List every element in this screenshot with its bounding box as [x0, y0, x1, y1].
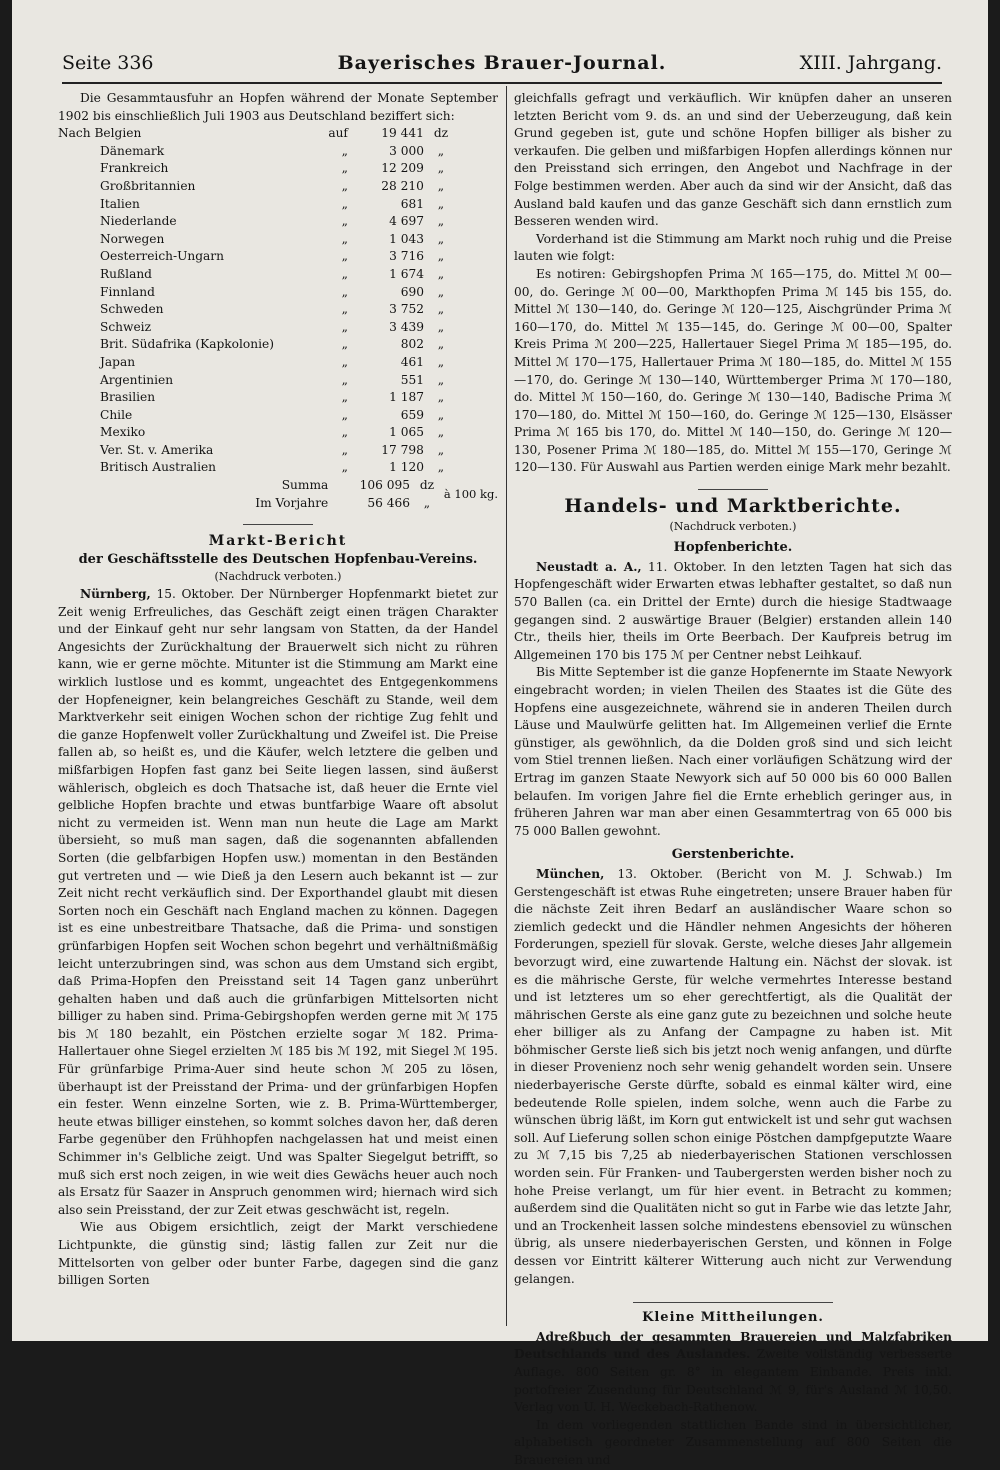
export-row	[58, 178, 458, 196]
export-row	[58, 248, 458, 266]
export-row	[58, 213, 458, 231]
journal-title: Bayerisches Brauer-Journal.	[337, 52, 667, 74]
export-marker: „	[341, 372, 348, 387]
export-marker: „	[341, 337, 348, 352]
export-unit: dz	[433, 126, 449, 141]
market-paragraph-1	[58, 586, 498, 1219]
export-country: Schweiz	[100, 319, 151, 334]
export-value: 3 716	[389, 249, 424, 264]
export-country: Japan	[100, 354, 136, 369]
export-row	[58, 336, 458, 354]
trade-section-note: (Nachdruck verboten.)	[669, 519, 797, 533]
export-marker: „	[341, 161, 348, 176]
export-country: Oesterreich-Ungarn	[100, 249, 224, 264]
export-country: Italien	[100, 196, 140, 211]
export-value: 802	[400, 337, 424, 352]
export-value: 3 000	[389, 143, 424, 158]
export-row	[58, 231, 458, 249]
export-row	[58, 424, 458, 442]
export-unit: „	[437, 214, 445, 229]
export-row	[58, 266, 458, 284]
export-country: Frankreich	[100, 161, 169, 176]
export-unit: „	[437, 302, 445, 317]
export-unit: „	[437, 407, 445, 422]
export-marker: „	[341, 284, 348, 299]
export-row	[58, 125, 458, 143]
barley-paragraph	[514, 866, 952, 1288]
export-country: Großbritannien	[100, 178, 196, 193]
export-value: 1 120	[389, 460, 424, 475]
export-marker: auf	[328, 126, 348, 141]
market-paragraph-2: Wie aus Obigem ersichtlich, zeigt der Markt verschiedene Lichtpunkte, die günstig sind; lästig fallen zur Zeit nur die Mittelsorten von gelber oder bunter Farbe, dagegen sind die ganz billigen Sorten	[58, 1220, 498, 1288]
export-row	[58, 372, 458, 390]
export-unit: „	[437, 266, 445, 281]
export-country: Niederlande	[100, 214, 177, 229]
right-paragraph-1: gleichfalls gefragt und verkäuflich. Wir knüpfen daher an unseren letzten Bericht vom 9. ds. an und sind der Ueberzeugung, daß kein Grund gegeben ist, gute und schöne Hopfen billiger als bisher zu verkaufen. Die gelben und mißfarbigen Hopfen allerdings können nur den Preisstand sich erringen, den Angebot und Nachfrage in der Folge bestimmen werden. Aber auch da sind wir der Ansicht, daß das Ausland bald kaufen und das ganze Geschäft sich dann ernstlich zum Besseren wenden wird.	[514, 91, 952, 229]
export-value: 461	[400, 354, 424, 369]
export-row	[58, 442, 458, 460]
export-row	[58, 143, 458, 161]
column-divider	[506, 86, 507, 1326]
export-marker: „	[341, 196, 348, 211]
export-unit: „	[437, 143, 445, 158]
export-value: 681	[400, 196, 424, 211]
market-report-note: (Nachdruck verboten.)	[214, 570, 342, 584]
export-unit: „	[437, 460, 445, 475]
vorjahr-value: 56 466	[367, 495, 411, 510]
export-country: Brasilien	[100, 390, 156, 405]
export-country: Finnland	[100, 284, 155, 299]
notes-paragraph-1	[514, 1329, 952, 1417]
export-country: Ver. St. v. Amerika	[100, 442, 214, 457]
export-country: Norwegen	[100, 231, 165, 246]
export-value: 4 697	[389, 214, 424, 229]
export-value: 1 187	[389, 390, 424, 405]
per-unit: à 100 kg.	[443, 486, 498, 501]
export-marker: „	[341, 425, 348, 440]
export-unit: „	[437, 390, 445, 405]
barley-text: 13. Oktober. (Bericht von M. J. Schwab.) Im Gerstengeschäft ist etwas Ruhe eingetreten; unsere Brauer haben für die nächste Zeit ihren Bedarf an ausländischer Waare schon so ziemlich gedeckt und die Händler nehmen Angesichts der höheren Forderungen, speziell für slovak. Gerste, welche dieses Jahr allgemein bevorzugt wird, eine zuwartende Haltung ein. Nächst der slovak. ist es die mährische Gerste, für welche vermehrtes Interesse bestand und ist letzteres um so eher gerechtfertigt, als die Qualität der mährischen Gerste als eine ganz gute zu bezeichnen und solche heute eher billiger als zu Anfang der Campagne zu haben ist. Mit böhmischer Gerste ließ sich bis jetzt noch wenig anfangen, und dürfte in dieser Provenienz noch sehr wenig gehandelt worden sein. Unsere niederbayerische Gerste dürfte, sobald es einmal kälter wird, eine bedeutende Rolle spielen, indem solche, wenn auch die Farbe zu wünschen übrig läßt, im Korn gut entwickelt ist und sehr gut wachsen soll. Auf Lieferung sollen schon einige Pöstchen dampfgeputzte Waare zu ℳ 7,15 bis 7,25 ab niederbayerischen Stationen verschlossen worden sein. Für Franken- und Taubergersten werden bisher noch zu hohe Preise verlangt, um für hier event. in Betracht zu kommen; außerdem sind die Qualitäten nicht so gut in Farbe wie das letzte Jahr, und an Trockenheit lassen solche mindestens ebensoviel zu wünschen übrig, als unsere niederbayerischen Gersten, und können in Folge dessen vor Eintritt kälterer Witterung auch nicht zur Verwendung gelangen.	[514, 866, 952, 1286]
export-value: 3 439	[389, 319, 424, 334]
export-value: 1 065	[389, 425, 424, 440]
export-marker: „	[341, 266, 348, 281]
summa-unit: dz	[419, 478, 435, 493]
export-country: Britisch Australien	[100, 460, 217, 475]
export-country: Brit. Südafrika (Kapkolonie)	[100, 337, 274, 352]
export-unit: „	[437, 442, 445, 457]
market-dateline: Nürnberg,	[80, 587, 151, 602]
export-marker: „	[341, 390, 348, 405]
export-sum-table	[58, 477, 498, 512]
summa-row	[58, 477, 498, 495]
short-notes-heading: Kleine Mittheilungen.	[642, 1310, 824, 1326]
export-table	[58, 125, 458, 477]
vorjahr-label: Im Vorjahre	[255, 495, 329, 510]
export-marker: „	[341, 143, 348, 158]
export-row	[58, 407, 458, 425]
export-value: 659	[400, 407, 424, 422]
newspaper-page	[12, 0, 988, 1467]
export-row	[58, 160, 458, 178]
export-value: 19 441	[381, 126, 424, 141]
hop-reports-heading: Hopfenberichte.	[673, 540, 793, 556]
notes-paragraph-2: In dem vorliegenden stattlichen Bande sind in übersichtlicher, alphabetisch geordneter Zusammenstellung auf 800 Seiten die Brauereien und	[514, 1417, 952, 1467]
export-marker: „	[341, 460, 348, 475]
export-value: 1 043	[389, 231, 424, 246]
export-unit: „	[437, 354, 445, 369]
export-country: Nach Belgien	[58, 126, 142, 141]
export-country: Rußland	[100, 266, 152, 281]
export-row	[58, 196, 458, 214]
running-header	[62, 52, 942, 80]
export-unit: „	[437, 372, 445, 387]
export-value: 551	[400, 372, 424, 387]
notes-book-title: Adreßbuch der gesammten Brauereien und Malzfabriken Deutschlands und des Auslandes.	[514, 1329, 952, 1362]
export-unit: „	[437, 425, 445, 440]
export-value: 12 209	[381, 161, 424, 176]
export-value: 3 752	[389, 302, 424, 317]
hop-paragraph-1	[514, 559, 952, 665]
export-row	[58, 301, 458, 319]
export-marker: „	[341, 407, 348, 422]
export-marker: „	[341, 214, 348, 229]
export-marker: „	[341, 319, 348, 334]
hop-text-1: 11. Oktober. In den letzten Tagen hat sich das Hopfengeschäft wider Erwarten etwas lebhafter gestaltet, so daß nun 570 Ballen (ca. ein Drittel der Ernte) durch die hiesige Stadtwaage gegangen sind. 2 auswärtige Brauer (Belgier) erstanden allein 140 Ctr., theils hier, theils im Orte Beerbach. Der Kaufpreis betrug im Allgemeinen 170 bis 175 ℳ per Centner nebst Leihkauf.	[514, 559, 952, 662]
vorjahr-unit: „	[423, 495, 431, 510]
header-rule	[62, 82, 942, 84]
barley-reports-heading: Gerstenberichte.	[671, 847, 795, 863]
export-value: 690	[400, 284, 424, 299]
export-country: Argentinien	[100, 372, 174, 387]
export-row	[58, 319, 458, 337]
export-marker: „	[341, 178, 348, 193]
notes-text-1: Zweite vollständig verbesserte Auflage. 800 Seiten gr. 8° in elegantem Einbande. Preis inkl. portofreier Zusendung für Deutschland ℳ 9, für's Ausland ℳ 10,50. Verlag von U. H. Weckebach-Rathenow.	[514, 1347, 952, 1415]
section-rule-2	[698, 489, 768, 490]
price-quotes: Es notiren: Gebirgshopfen Prima ℳ 165—175, do. Mittel ℳ 00—00, do. Geringe ℳ 00—00, Markthopfen Prima ℳ 145 bis 155, do. Mittel ℳ 130—140, do. Geringe ℳ 120—125, Aischgründer Prima ℳ 160—170, do. Mittel ℳ 135—145, do. Geringe ℳ 00—00, Spalter Kreis Prima ℳ 200—225, Hallertauer Siegel Prima ℳ 185—195, do. Mittel ℳ 170—175, Hallertauer Prima ℳ 180—185, do. Mittel ℳ 155—170, do. Geringe ℳ 130—140, Württemberger Prima ℳ 170—180, do. Mittel ℳ 150—160, do. Geringe ℳ 130—140, Badische Prima ℳ 170—180, do. Mittel ℳ 150—160, do. Geringe ℳ 125—130, Elsässer Prima ℳ 165 bis 170, do. Mittel ℳ 140—150, do. Geringe ℳ 120—130, Posener Prima ℳ 180—185, do. Mittel ℳ 155—170, Geringe ℳ 120—130. Für Auswahl aus Partien werden einige Mark mehr bezahlt.	[514, 266, 952, 475]
export-country: Chile	[100, 407, 133, 422]
volume-label: XIII. Jahrgang.	[799, 52, 942, 74]
section-rule	[243, 524, 313, 525]
export-row	[58, 354, 458, 372]
export-unit: „	[437, 337, 445, 352]
export-unit: „	[437, 178, 445, 193]
barley-dateline: München,	[536, 866, 605, 881]
export-row	[58, 459, 458, 477]
export-value: 28 210	[381, 178, 424, 193]
market-report-subtitle: der Geschäftsstelle des Deutschen Hopfenbau-Vereins.	[78, 551, 478, 567]
export-unit: „	[437, 161, 445, 176]
right-paragraph-2: Vorderhand ist die Stimmung am Markt noch ruhig und die Preise lauten wie folgt:	[514, 231, 952, 264]
export-country: Mexiko	[100, 425, 146, 440]
export-unit: „	[437, 249, 445, 264]
summa-value: 106 095	[359, 478, 411, 493]
export-marker: „	[341, 231, 348, 246]
export-row	[58, 284, 458, 302]
export-row	[58, 389, 458, 407]
export-marker: „	[341, 354, 348, 369]
left-column	[58, 90, 498, 1290]
export-unit: „	[437, 284, 445, 299]
export-country: Dänemark	[100, 143, 165, 158]
right-column	[514, 90, 952, 1470]
export-marker: „	[341, 442, 348, 457]
export-unit: „	[437, 196, 445, 211]
export-marker: „	[341, 302, 348, 317]
market-text-1: 15. Oktober. Der Nürnberger Hopfenmarkt bietet zur Zeit wenig Erfreuliches, das Geschäft zeigt einen trägen Charakter und der Einkauf geht nur sehr langsam von Statten, da der Handel Angesichts der Zurückhaltung der Brauerwelt sich nicht zu rühren kann, wie er gerne möchte. Mitunter ist die Stimmung am Markt eine wirklich lustlose und es kommt, ungeachtet des Entgegenkommens der Hopfeneigner, kein belangreiches Geschäft zu Stande, weil dem Marktverkehr seit einigen Wochen schon der richtige Zug fehlt und die ganze Hopfenwelt voller Zurückhaltung und Zweifel ist. Die Preise fallen ab, so heißt es, und die Käufer, welch letztere die gelben und mißfarbigen Hopfen fast ganz bei Seite liegen lassen, sind äußerst wählerisch, obgleich es doch Thatsache ist, daß heuer die Ernte viel gelbliche Hopfen brachte und etwas buntfarbige Waare oft absolut nicht zu vermeiden ist. Wenn man nun heute die Lage am Markt übersieht, so muß man sagen, daß die sogenannten abfallenden Sorten (die gelbfarbigen Hopfen usw.) momentan in den Beständen gut vertreten und — wie Dieß ja den Lesern auch bekannt ist — zur Zeit nicht recht verkäuflich sind. Der Exporthandel glaubt mit diesen Sorten noch ein Geschäft nach England machen zu können. Dagegen ist es eine unbestreitbare Thatsache, daß die Prima- und sonstigen grünfarbigen Hopfen seit Wochen schon begehrt und verhältnißmäßig leicht unterzubringen sind, was schon aus dem Umstand sich ergibt, daß Prima-Hopfen den Preisstand seit 14 Tagen ganz unberührt gehalten haben und daß auch die grünfarbigen Mittelsorten nicht billiger zu haben sind. Prima-Gebirgshopfen werden gerne mit ℳ 175 bis ℳ 180 bezahlt, ein Pöstchen erzielte sogar ℳ 182. Prima-Hallertauer ohne Siegel erzielten ℳ 185 bis ℳ 192, mit Siegel ℳ 195. Für grünfarbige Prima-Auer sind heute schon ℳ 205 zu lösen, überhaupt ist der Preisstand der Prima- und der grünfarbigen Hopfen ein fester. Wenn einzelne Sorten, wie z. B. Prima-Württemberger, heute etwas billiger einstehen, so kommt solches davon her, daß deren Farbe gegenüber den Frühhopfen nachgelassen hat und meist einen Schimmer in's Gelbliche zeigt. Und was Spalter Siegelgut betrifft, so muß sich erst noch zeigen, in wie weit dies Gewächs heuer auch noch als Ersatz für Saazer in Anspruch genommen wird; hiernach wird sich also sein Preisstand, der zur Zeit etwas geschwächt ist, regeln.	[58, 587, 498, 1217]
trade-section-title: Handels- und Marktberichte.	[564, 495, 902, 518]
hop-paragraph-2: Bis Mitte September ist die ganze Hopfenernte im Staate Newyork eingebracht worden; in vielen Theilen des Staates ist die Güte des Hopfens eine ausgezeichnete, während sie in anderen Theilen durch Läuse und Maulwürfe gelitten hat. Im Allgemeinen verlief die Ernte günstiger, als gewöhnlich, da die Dolden groß sind und sich leicht vom Stiel trennen ließen. Nach einer vorläufigen Schätzung wird der Ertrag im ganzen Staate Newyork sich auf 50 000 bis 60 000 Ballen belaufen. Im vorigen Jahre fiel die Ernte erheblich geringer aus, in früheren Jahren war man aber einen Gesammtertrag von 65 000 bis 75 000 Ballen gewohnt.	[514, 665, 952, 838]
page-number: Seite 336	[62, 52, 154, 74]
vorjahr-row	[58, 495, 498, 513]
export-country: Schweden	[100, 302, 164, 317]
export-intro: Die Gesammtausfuhr an Hopfen während der Monate September 1902 bis einschließlich Juli 1903 aus Deutschland beziffert sich:	[58, 91, 498, 123]
export-value: 17 798	[381, 442, 424, 457]
market-report-title: Markt-Bericht	[208, 533, 348, 550]
export-unit: „	[437, 319, 445, 334]
hop-dateline: Neustadt a. A.,	[536, 559, 642, 574]
export-value: 1 674	[389, 266, 424, 281]
export-unit: „	[437, 231, 445, 246]
export-marker: „	[341, 249, 348, 264]
section-rule-3	[633, 1302, 833, 1303]
summa-label: Summa	[281, 478, 329, 493]
